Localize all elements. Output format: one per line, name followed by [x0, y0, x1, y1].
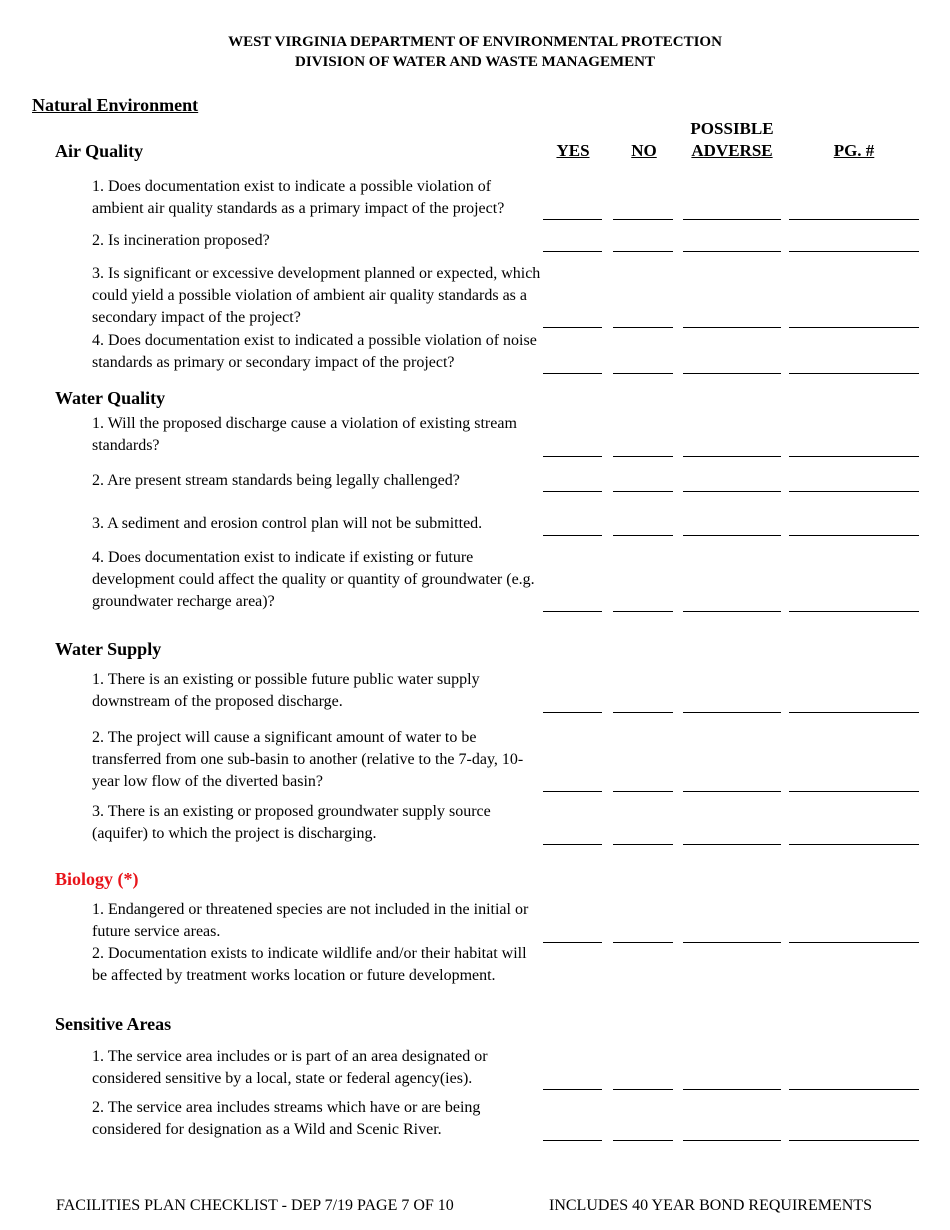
answer-blank-no[interactable] [613, 219, 673, 220]
air-question-1: 1. Does documentation exist to indicate a possible violation of ambient air quality standards as a primary impact of the project? [92, 178, 505, 217]
answer-blank-yes[interactable] [543, 219, 602, 220]
answer-blank-possible-adverse[interactable] [683, 1089, 781, 1090]
answer-blank-yes[interactable] [543, 942, 602, 943]
answer-blank-page-number[interactable] [789, 219, 919, 220]
answer-blank-page-number[interactable] [789, 844, 919, 845]
answer-blank-yes[interactable] [543, 1140, 602, 1141]
answer-blank-page-number[interactable] [789, 373, 919, 374]
answer-blank-no[interactable] [613, 251, 673, 252]
air-question-2: 2. Is incineration proposed? [92, 232, 270, 249]
division-title: DIVISION OF WATER AND WASTE MANAGEMENT [295, 54, 655, 70]
column-possible: POSSIBLE [690, 119, 774, 138]
answer-blank-yes[interactable] [543, 791, 602, 792]
answer-blank-no[interactable] [613, 535, 673, 536]
answer-blank-possible-adverse[interactable] [683, 456, 781, 457]
answer-blank-yes[interactable] [543, 535, 602, 536]
answer-blank-possible-adverse[interactable] [683, 535, 781, 536]
answer-blank-no[interactable] [613, 491, 673, 492]
answer-blank-no[interactable] [613, 456, 673, 457]
column-yes: YES [556, 141, 590, 160]
answer-blank-no[interactable] [613, 327, 673, 328]
footer-form-id: FACILITIES PLAN CHECKLIST - DEP 7/19 PAGE 7 OF 10 [56, 1197, 454, 1214]
answer-blank-page-number[interactable] [789, 942, 919, 943]
answer-blank-possible-adverse[interactable] [683, 712, 781, 713]
answer-blank-yes[interactable] [543, 712, 602, 713]
water-quality-question-3: 3. A sediment and erosion control plan will not be submitted. [92, 515, 483, 532]
air-question-4: 4. Does documentation exist to indicated a possible violation of noise standards as primary or secondary impact of the project? [92, 332, 537, 371]
answer-blank-page-number[interactable] [789, 791, 919, 792]
answer-blank-page-number[interactable] [789, 491, 919, 492]
section-air-quality: Air Quality [55, 141, 144, 161]
answer-blank-no[interactable] [613, 791, 673, 792]
answer-blank-page-number[interactable] [789, 712, 919, 713]
section-sensitive-areas: Sensitive Areas [55, 1014, 172, 1034]
answer-blank-yes[interactable] [543, 491, 602, 492]
answer-blank-page-number[interactable] [789, 611, 919, 612]
water-supply-question-2: 2. The project will cause a significant amount of water to be transferred from one sub-basin to another (relative to the 7-day, 10-year low flow of the diverted basin? [92, 729, 524, 790]
sensitive-question-1: 1. The service area includes or is part of an area designated or considered sensitive by a local, state or federal agency(ies). [92, 1048, 488, 1087]
answer-blank-no[interactable] [613, 942, 673, 943]
section-water-supply: Water Supply [55, 639, 162, 659]
answer-blank-possible-adverse[interactable] [683, 1140, 781, 1141]
biology-question-2: 2. Documentation exists to indicate wildlife and/or their habitat will be affected by treatment works location or future development. [92, 945, 527, 984]
column-no: NO [631, 141, 657, 160]
water-quality-question-1: 1. Will the proposed discharge cause a violation of existing stream standards? [92, 415, 517, 454]
answer-blank-yes[interactable] [543, 844, 602, 845]
answer-blank-yes[interactable] [543, 611, 602, 612]
water-quality-question-2: 2. Are present stream standards being legally challenged? [92, 472, 460, 489]
answer-blank-possible-adverse[interactable] [683, 791, 781, 792]
biology-question-1: 1. Endangered or threatened species are not included in the initial or future service areas. [92, 901, 529, 940]
answer-blank-yes[interactable] [543, 251, 602, 252]
answer-blank-page-number[interactable] [789, 251, 919, 252]
answer-blank-possible-adverse[interactable] [683, 611, 781, 612]
water-supply-question-3: 3. There is an existing or proposed groundwater supply source (aquifer) to which the project is discharging. [92, 803, 491, 842]
sensitive-question-2: 2. The service area includes streams which have or are being considered for designation as a Wild and Scenic River. [92, 1099, 481, 1138]
answer-blank-no[interactable] [613, 1089, 673, 1090]
answer-blank-no[interactable] [613, 611, 673, 612]
section-water-quality: Water Quality [55, 388, 166, 408]
page-heading: Natural Environment [32, 95, 199, 115]
answer-blank-possible-adverse[interactable] [683, 844, 781, 845]
answer-blank-no[interactable] [613, 1140, 673, 1141]
section-biology: Biology (*) [55, 869, 139, 889]
answer-blank-possible-adverse[interactable] [683, 491, 781, 492]
answer-blank-no[interactable] [613, 373, 673, 374]
answer-blank-page-number[interactable] [789, 456, 919, 457]
column-page-number: PG. # [833, 141, 875, 160]
water-supply-question-1: 1. There is an existing or possible future public water supply downstream of the proposed discharge. [92, 671, 480, 710]
answer-blank-possible-adverse[interactable] [683, 373, 781, 374]
agency-title: WEST VIRGINIA DEPARTMENT OF ENVIRONMENTAL PROTECTION [228, 34, 722, 50]
footer-note: INCLUDES 40 YEAR BOND REQUIREMENTS [549, 1197, 872, 1214]
answer-blank-possible-adverse[interactable] [683, 942, 781, 943]
answer-blank-page-number[interactable] [789, 327, 919, 328]
answer-blank-no[interactable] [613, 712, 673, 713]
answer-blank-page-number[interactable] [789, 1140, 919, 1141]
column-adverse: ADVERSE [691, 141, 773, 160]
answer-blank-page-number[interactable] [789, 535, 919, 536]
answer-blank-yes[interactable] [543, 1089, 602, 1090]
answer-blank-possible-adverse[interactable] [683, 327, 781, 328]
water-quality-question-4: 4. Does documentation exist to indicate if existing or future development could affect the quality or quantity of groundwater (e.g. groundwater recharge area)? [92, 549, 535, 610]
answer-blank-possible-adverse[interactable] [683, 251, 781, 252]
answer-blank-possible-adverse[interactable] [683, 219, 781, 220]
air-question-3: 3. Is significant or excessive development planned or expected, which could yield a possible violation of ambient air quality standards as a secondary impact of the project? [92, 265, 541, 326]
answer-blank-yes[interactable] [543, 456, 602, 457]
answer-blank-yes[interactable] [543, 327, 602, 328]
answer-blank-yes[interactable] [543, 373, 602, 374]
answer-blank-page-number[interactable] [789, 1089, 919, 1090]
answer-blank-no[interactable] [613, 844, 673, 845]
